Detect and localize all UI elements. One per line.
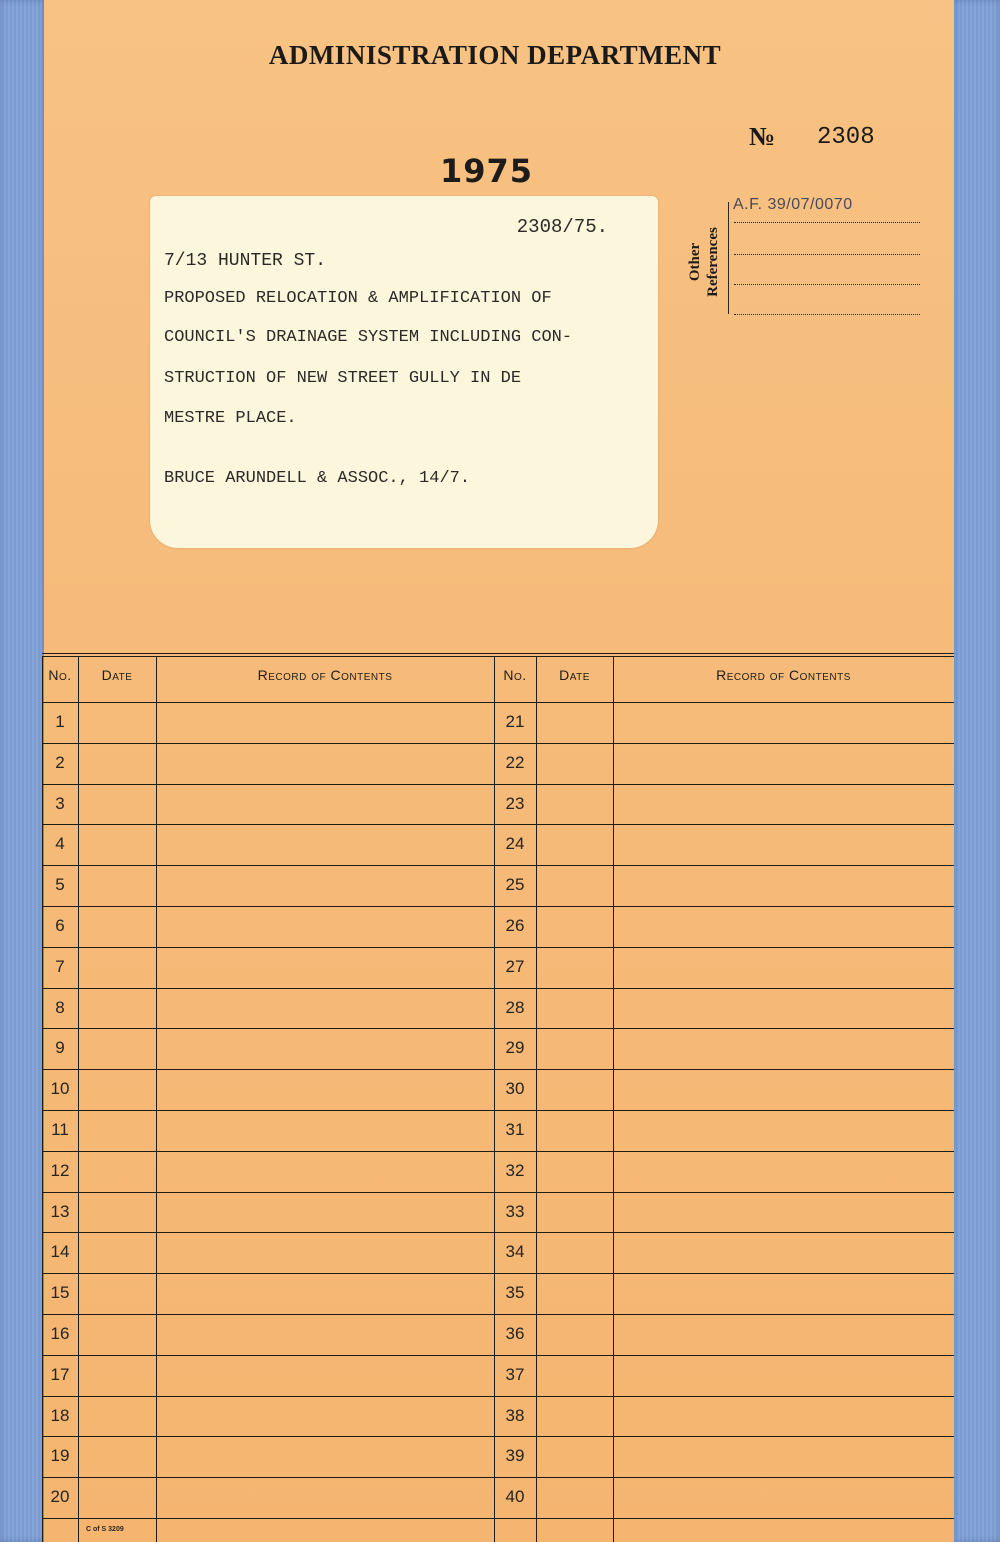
row-number: 37	[505, 1364, 525, 1384]
row-number: 26	[505, 916, 525, 935]
table-row-rule	[42, 865, 954, 866]
other-references-label-line1: Other	[687, 242, 703, 282]
card-applicant: BRUCE ARUNDELL & ASSOC., 14/7.	[164, 469, 471, 488]
table-row-rule	[42, 1232, 954, 1233]
other-reference-line	[734, 284, 920, 285]
table-header-rule	[42, 702, 954, 703]
table-row-rule	[42, 1436, 954, 1437]
table-row-rule	[42, 1355, 954, 1356]
row-number: 24	[505, 834, 525, 854]
row-number: 14	[50, 1242, 70, 1262]
row-number: 40	[505, 1487, 525, 1507]
table-row-rule	[42, 1314, 954, 1315]
printer-code: C of S 3209	[86, 1526, 124, 1533]
row-number: 38	[505, 1405, 525, 1425]
subject-label-card	[150, 196, 658, 548]
row-number: 15	[50, 1283, 70, 1303]
row-number: 7	[55, 956, 65, 976]
table-row-rule	[42, 1273, 954, 1274]
row-number: 34	[505, 1242, 525, 1262]
row-number: 32	[505, 1160, 525, 1180]
table-row-rule	[42, 1396, 954, 1397]
table-row-rule	[42, 824, 954, 825]
row-number: 18	[50, 1405, 70, 1425]
row-number: 30	[505, 1079, 525, 1099]
table-row-rule	[42, 743, 954, 744]
row-number: 25	[505, 875, 525, 895]
header-record-of-contents: Record of Contents	[716, 667, 851, 683]
folder-number: 2308	[817, 124, 875, 151]
number-sign: №	[749, 122, 776, 151]
row-number: 16	[50, 1324, 70, 1343]
row-number: 31	[505, 1120, 525, 1139]
row-number: 21	[505, 712, 525, 731]
row-number: 10	[50, 1079, 70, 1099]
row-number: 6	[55, 916, 65, 935]
card-description-line: COUNCIL'S DRAINAGE SYSTEM INCLUDING CON-	[164, 328, 573, 347]
table-top-rule	[42, 656, 954, 657]
row-number: 19	[50, 1446, 70, 1466]
row-number: 22	[505, 752, 525, 772]
row-number: 13	[50, 1201, 70, 1221]
table-column-rule	[78, 656, 79, 1542]
row-number: 11	[51, 1120, 69, 1139]
row-number: 35	[505, 1283, 525, 1303]
row-number: 1	[55, 712, 65, 731]
row-number: 23	[505, 793, 525, 813]
card-description-line: PROPOSED RELOCATION & AMPLIFICATION OF	[164, 289, 552, 308]
card-reference: 2308/75.	[516, 216, 608, 238]
row-number: 3	[55, 793, 65, 813]
card-description-line: STRUCTION OF NEW STREET GULLY IN DE	[164, 369, 522, 388]
other-reference-line	[734, 314, 920, 315]
row-number: 17	[50, 1364, 70, 1384]
right-binding-spine	[954, 0, 1000, 1542]
other-reference-entry: A.F. 39/07/0070	[733, 196, 853, 213]
table-top-rule	[42, 653, 954, 654]
table-row-rule	[42, 1192, 954, 1193]
row-number: 39	[505, 1446, 525, 1466]
row-number: 36	[505, 1324, 525, 1343]
header-date: Date	[559, 667, 590, 683]
folder-year: 1975	[440, 152, 534, 190]
table-row-rule	[42, 906, 954, 907]
table-row-rule	[42, 1028, 954, 1029]
table-column-rule	[536, 656, 537, 1542]
card-description-line: MESTRE PLACE.	[164, 409, 297, 428]
row-number: 29	[505, 1038, 525, 1058]
row-number: 5	[55, 875, 65, 895]
card-address: 7/13 HUNTER ST.	[164, 251, 327, 271]
other-reference-line	[734, 222, 920, 223]
other-references-label-line2: References	[705, 227, 721, 297]
row-number: 8	[55, 997, 65, 1017]
row-number: 12	[50, 1160, 70, 1180]
table-row-rule	[42, 1477, 954, 1478]
table-row-rule	[42, 947, 954, 948]
table-column-rule	[156, 656, 157, 1542]
table-row-rule	[42, 1069, 954, 1070]
table-row-rule	[42, 784, 954, 785]
table-row-rule	[42, 1110, 954, 1111]
row-number: 33	[505, 1201, 525, 1221]
row-number: 27	[505, 956, 525, 976]
header-record-of-contents: Record of Contents	[257, 667, 393, 683]
row-number: 9	[55, 1038, 65, 1058]
department-title: ADMINISTRATION DEPARTMENT	[268, 40, 722, 70]
table-column-rule	[613, 656, 614, 1542]
header-no: No.	[503, 667, 527, 683]
header-date: Date	[101, 667, 133, 683]
record-of-contents-table	[0, 653, 954, 1542]
table-row-rule	[42, 988, 954, 989]
other-references-label	[686, 212, 722, 312]
header-no: No.	[48, 667, 72, 683]
row-number: 4	[55, 834, 65, 854]
row-number: 2	[55, 752, 65, 772]
row-number: 20	[50, 1487, 70, 1507]
row-number: 28	[505, 997, 525, 1017]
other-references-bracket	[728, 202, 735, 314]
other-reference-line	[734, 254, 920, 255]
table-row-rule	[42, 1518, 954, 1519]
table-row-rule	[42, 1151, 954, 1152]
